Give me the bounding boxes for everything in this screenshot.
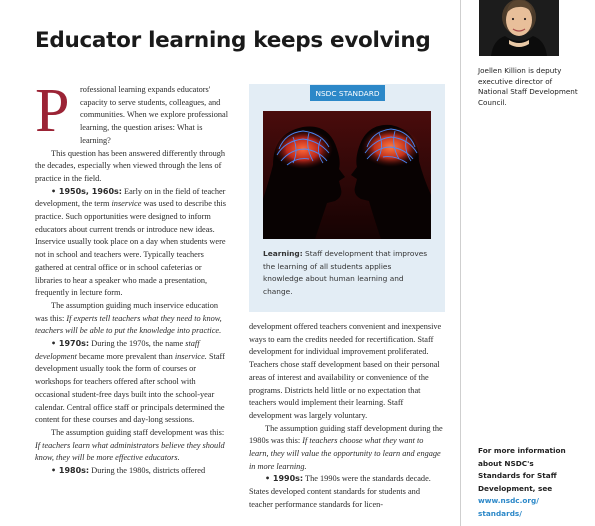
standard-caption: Learning: Staff development that improves the learning of all students applies knowledge about human learning and change. xyxy=(263,249,428,296)
article-column-1 xyxy=(35,77,230,478)
paragraph-1950s: • 1950s, 1960s: Early on in the field of teacher development, the term inservice was used to describe this practice. Such opportunities were designed to inform educators about current trends or introduce new ideas. Inservice usually took place on a day when students were not in school and teachers were. Typically teachers gathered at central office or in school cafeterias or libraries to hear a speaker who made a presentation, frequently in lecture form. xyxy=(35,186,227,298)
era-heading: • 1950s, 1960s: xyxy=(51,186,122,196)
author-bio: Joellen Killion is deputy executive director of National Staff Development Council. xyxy=(478,66,578,107)
more-info-note: For more information about NSDC's Standards for Staff Development, see www.nsdc.org/ standards/ xyxy=(478,445,578,521)
standards-link-continued[interactable]: standards/ xyxy=(478,508,522,518)
paragraph-assumption: The assumption guiding much inservice education was this: If experts tell teachers what they need to know, teachers will be able to put the knowledge into practice. xyxy=(35,300,222,336)
article-title: Educator learning keeps evolving xyxy=(35,28,431,53)
paragraph-assumption: The assumption guiding staff development during the 1980s was this: If teachers choose what they want to learn, they will value the opportunity to learn and engage in more learning. xyxy=(249,423,443,471)
nsdc-standard-box xyxy=(249,84,445,312)
article-column-2 xyxy=(249,321,445,512)
era-heading: • 1980s: xyxy=(51,466,90,476)
column-divider xyxy=(460,0,461,526)
standards-link[interactable]: www.nsdc.org/ xyxy=(478,496,539,506)
era-heading: • 1990s: xyxy=(265,474,304,484)
paragraph-assumption: The assumption guiding staff development was this: If teachers learn what administrators believe they should know, they will be more effective educators. xyxy=(35,427,225,463)
drop-cap: P xyxy=(35,77,70,145)
paragraph-1980s: • 1980s: During the 1980s, districts offered xyxy=(51,466,206,476)
paragraph-1970s: • 1970s: During the 1970s, the name staff development became more prevalent than inservice. Staff development usually took the form of courses or workshops for teachers offered after school with occasional student-free days built into the school-year calendar. Central office staff or principals determined the content for these courses and day-long sessions. xyxy=(35,339,225,425)
author-photo xyxy=(479,0,559,56)
paragraph: development offered teachers convenient and inexpensive ways to earn the credits needed for recertification. Staff development for individual improvement proliferated. Teachers chose staff development based on their personal areas of interest and availability or convenience of the programs. Districts held little or no expectation that teachers would implement their learning. Staff development was largely voluntary. xyxy=(249,322,442,420)
paragraph-1990s: • 1990s: The 1990s were the standards decade. States developed content standards for students and teacher performance standards for licen- xyxy=(249,474,431,509)
era-heading: • 1970s: xyxy=(51,339,90,349)
lead-paragraph: rofessional learning expands educators' capacity to serve students, colleagues, and communities. When we explore professional learning, the question arises: What is learning? xyxy=(80,85,228,145)
brain-illustration xyxy=(263,111,431,239)
paragraph: This question has been answered differently through the decades, especially when viewed through the lens of practice in the field. xyxy=(35,148,226,183)
nsdc-standard-badge: NSDC STANDARD xyxy=(310,85,385,101)
